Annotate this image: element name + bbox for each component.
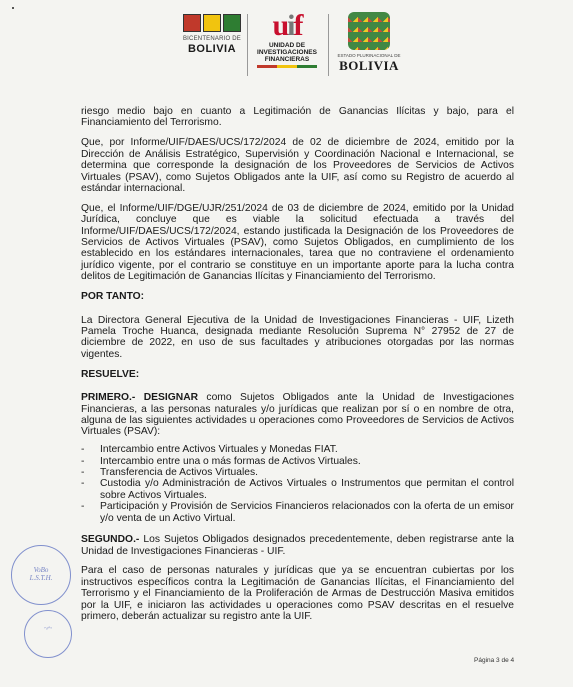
page-number: Página 3 de 4 [474,657,515,664]
vobo-stamp [11,545,71,605]
list-item: - Participación y Provisión de Servicios Financieros relacionados con la oferta de un emisor y/o venta de un Activo Virtual. [81,501,514,524]
list-item: - Intercambio entre una o más formas de Activos Virtuales. [81,456,514,467]
uif-line-3: FINANCIERAS [264,56,310,63]
list-item: - Custodia y/o Administración de Activos Virtuales o Instrumentos que permitan el control sobre Activos Virtuales. [81,478,514,501]
uif-flag-bars [252,65,322,68]
article-text: como Sujetos Obligados ante la Unidad de Investigaciones Financieras, a las personas naturales y/o jurídicas que realizan por sí o en nombre de otra, alguna de las siguientes actividades u operaciones como Proveedores de Servicios de Activos Virtuales (PSAV): [81,392,514,438]
bicentenario-small-text: BICENTENARIO DE [182,36,241,42]
estado-big-text: BOLIVIA [339,58,399,73]
stamp-signature-icon: ~⁄~ [43,625,53,632]
article-label: SEGUNDO.- [81,534,140,546]
uif-line-1: UNIDAD DE [268,42,306,49]
bicentenario-big-text: BOLIVIA [187,43,237,55]
paragraph-directora: La Directora General Ejecutiva de la Unidad de Investigaciones Financieras - UIF, Lizeth Pamela Troche Huanca, designada mediante Resolución Suprema N° 27952 de 27 de diciembre de 2022, en uso de sus facultades y atribuciones otorgadas por las normas vigentes. [81,314,514,360]
paragraph: riesgo medio bajo en cuanto a Legitimación de Ganancias Ilícitas y bajo, para el Financiamiento del Terrorismo. [81,106,514,129]
article-label: PRIMERO.- DESIGNAR [81,392,199,404]
uif-line-2: INVESTIGACIONES [257,49,317,56]
signature-stamp [24,610,72,658]
wiphala-emblem-icon [348,12,390,50]
estado-plurinacional-logo [334,12,404,82]
uif-logo [252,10,322,88]
article-primero [81,392,514,438]
letterhead [0,0,573,95]
stamp-text: VoBo L.S.T.H. [29,566,53,582]
bicentenario-logo [180,14,244,66]
document-body [81,106,514,631]
paragraph: Que, el Informe/UIF/DGE/UJR/251/2024 de 03 de diciembre de 2024, emitido por la Unidad Jurídica, concluye que es viable la solicitud efectuada a través del Informe/UIF/DAES/UCS/172/2024, estando justificada la Designación de los Proveedores de Servicios de Activos Virtuales (PSAV), como Sujetos Obligados, en cumplimiento de los establecido en los estándares internacionales, tarea que no contraviene el ordenamiento jurídico vigente, por el contrario se constituye en un importante aporte para la lucha contra delitos de Legitimación de Ganancias Ilícitas y Financiamiento del Terrorismo. [81,202,514,283]
header-divider [247,14,248,76]
activities-list [81,444,514,524]
uif-mark-icon: uif [272,9,302,42]
article-segundo [81,534,514,557]
estado-small-text: ESTADO PLURINACIONAL DE [337,53,401,58]
list-item: - Transferencia de Activos Virtuales. [81,467,514,478]
paragraph-final: Para el caso de personas naturales y jurídicas que ya se encuentran cubiertas por los instructivos específicos contra la Legitimación de Ganancias Ilícitas, el Financiamiento del Terrorismo y el Financiamiento de la Proliferación de Armas de Destrucción Masiva emitidos por la UIF, e iniciaron las actividades u operaciones como PSAV descritas en el resuelve primero, deberán actualizar su registro ante la UIF. [81,565,514,623]
article-text: Los Sujetos Obligados designados precedentemente, deben registrarse ante la Unidad de Investigaciones Financieras - UIF. [81,534,514,557]
header-divider [328,14,329,76]
paragraph: Que, por Informe/UIF/DAES/UCS/172/2024 de 02 de diciembre de 2024, emitido por la Dirección de Análisis Estratégico, Supervisión y Coordinación Nacional e Internacional, se determina que corresponde la designación de los Proveedores de Servicios de Activos Virtuales (PSAV), como Sujetos Obligados ante la UIF, así como su Registro de acuerdo al estándar internacional. [81,137,514,194]
section-heading-por-tanto: POR TANTO: [81,291,145,303]
bicentenario-emblem-icon [180,14,244,32]
section-heading-resuelve: RESUELVE: [81,368,140,380]
list-item: - Intercambio entre Activos Virtuales y Monedas FIAT. [81,444,514,455]
